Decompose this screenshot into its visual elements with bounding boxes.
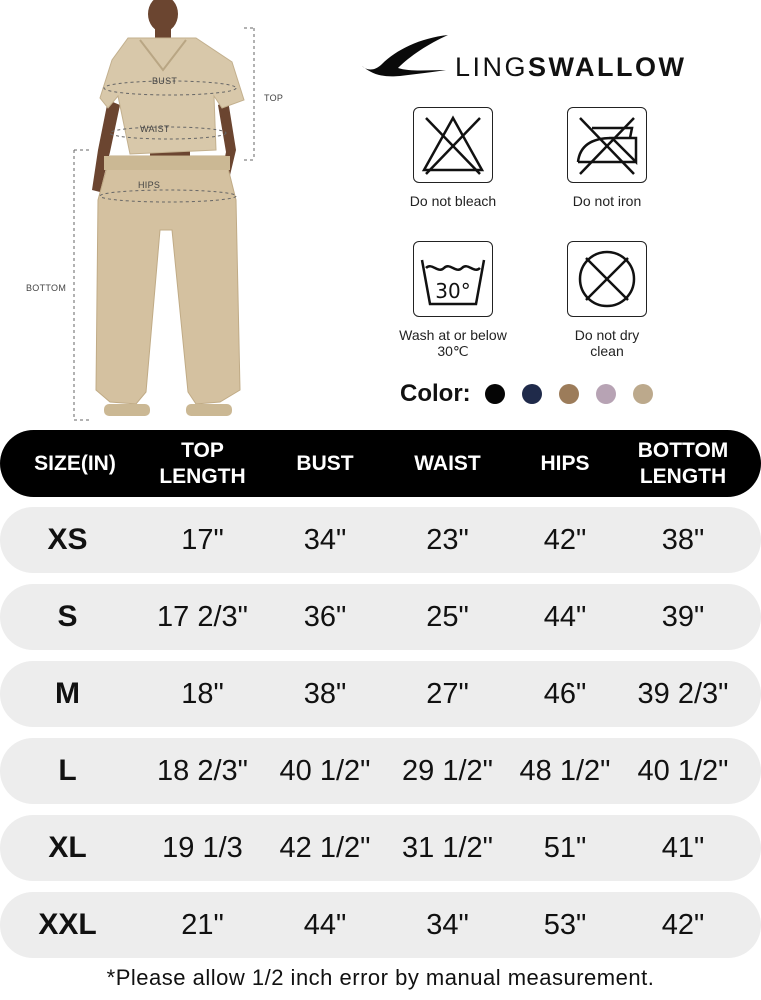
bust-label: BUST <box>152 76 178 86</box>
color-title: Color: <box>400 380 471 407</box>
measurement-cell: 23" <box>426 523 469 556</box>
measurement-cell: 31 1/2" <box>402 831 493 864</box>
model-illustration <box>0 0 330 430</box>
size-table-header <box>0 430 761 497</box>
size-cell: S <box>57 600 78 633</box>
measurement-cell: 46" <box>543 677 587 710</box>
header-hips: HIPS <box>540 451 590 475</box>
measurement-cell: 40 1/2" <box>637 754 729 787</box>
measurement-cell: 25" <box>426 600 469 633</box>
table-row <box>0 661 761 727</box>
measurement-cell: 36" <box>303 600 347 633</box>
measurement-cell: 48 1/2" <box>519 754 611 787</box>
no-dry-clean-icon <box>572 246 642 312</box>
measurement-cell: 44" <box>303 908 347 941</box>
care-no-bleach <box>378 107 528 209</box>
measurement-cell: 19 1/3 <box>162 831 243 864</box>
measurement-cell: 18 2/3" <box>157 754 248 787</box>
measurement-cell: 38" <box>661 523 705 556</box>
care-label: Wash at or below 30℃ <box>399 327 507 359</box>
model-figure <box>0 0 330 430</box>
brand-name: LINGSWALLOW <box>455 52 687 82</box>
size-cell: XXL <box>38 908 97 941</box>
header-size: SIZE(IN) <box>34 451 116 475</box>
size-cell: XS <box>47 523 88 556</box>
bottom-length-label: BOTTOM <box>26 283 67 293</box>
measurement-cell: 34" <box>303 523 347 556</box>
measurement-cell: 17" <box>181 523 224 556</box>
table-row <box>0 584 761 650</box>
measurement-cell: 21" <box>181 908 224 941</box>
measurement-cell: 18" <box>181 677 224 710</box>
measurement-cell: 44" <box>543 600 587 633</box>
measurement-cell: 40 1/2" <box>279 754 371 787</box>
table-row <box>0 738 761 804</box>
header-waist: WAIST <box>414 451 481 475</box>
care-label: Do not bleach <box>409 193 497 209</box>
waist-label: WAIST <box>140 124 170 134</box>
hips-label: HIPS <box>138 180 161 190</box>
care-no-dry-clean <box>532 241 682 359</box>
header-bust: BUST <box>296 451 354 475</box>
care-wash-30 <box>378 241 528 359</box>
table-row <box>0 815 761 881</box>
color-swatch-khaki[interactable] <box>633 384 653 404</box>
measurement-cell: 51" <box>543 831 587 864</box>
size-cell: XL <box>48 831 87 864</box>
wash-30-icon <box>418 246 488 312</box>
size-cell: L <box>58 754 77 787</box>
measurement-cell: 29 1/2" <box>402 754 493 787</box>
measurement-cell: 34" <box>426 908 469 941</box>
top-length-label: TOP <box>264 93 284 103</box>
table-row <box>0 507 761 573</box>
swallow-logo-icon <box>360 32 450 80</box>
measurement-cell: 42" <box>543 523 587 556</box>
color-swatch-brown[interactable] <box>559 384 579 404</box>
care-no-iron <box>532 107 682 209</box>
table-row <box>0 892 761 958</box>
measurement-cell: 27" <box>426 677 469 710</box>
color-swatch-black[interactable] <box>485 384 505 404</box>
header-top-length: TOP LENGTH <box>159 438 246 488</box>
measurement-cell: 38" <box>303 677 347 710</box>
size-cell: M <box>55 677 80 710</box>
care-label: Do not dry clean <box>574 327 640 359</box>
color-options <box>400 378 670 410</box>
brand-logo <box>360 32 700 82</box>
svg-text:30°: 30° <box>435 279 471 303</box>
measurement-cell: 17 2/3" <box>157 600 248 633</box>
color-swatch-mauve[interactable] <box>596 384 616 404</box>
color-swatch-navy[interactable] <box>522 384 542 404</box>
care-label: Do not iron <box>572 193 642 209</box>
measurement-cell: 53" <box>543 908 587 941</box>
measurement-cell: 39 2/3" <box>637 677 729 710</box>
footnote: *Please allow 1/2 inch error by manual measurement. <box>106 965 655 990</box>
measurement-cell: 42 1/2" <box>279 831 371 864</box>
measurement-cell: 42" <box>661 908 705 941</box>
measurement-cell: 39" <box>661 600 705 633</box>
no-bleach-icon <box>418 112 488 178</box>
header-bottom-length: BOTTOM LENGTH <box>637 438 729 488</box>
measurement-cell: 41" <box>661 831 705 864</box>
no-iron-icon <box>572 112 642 178</box>
